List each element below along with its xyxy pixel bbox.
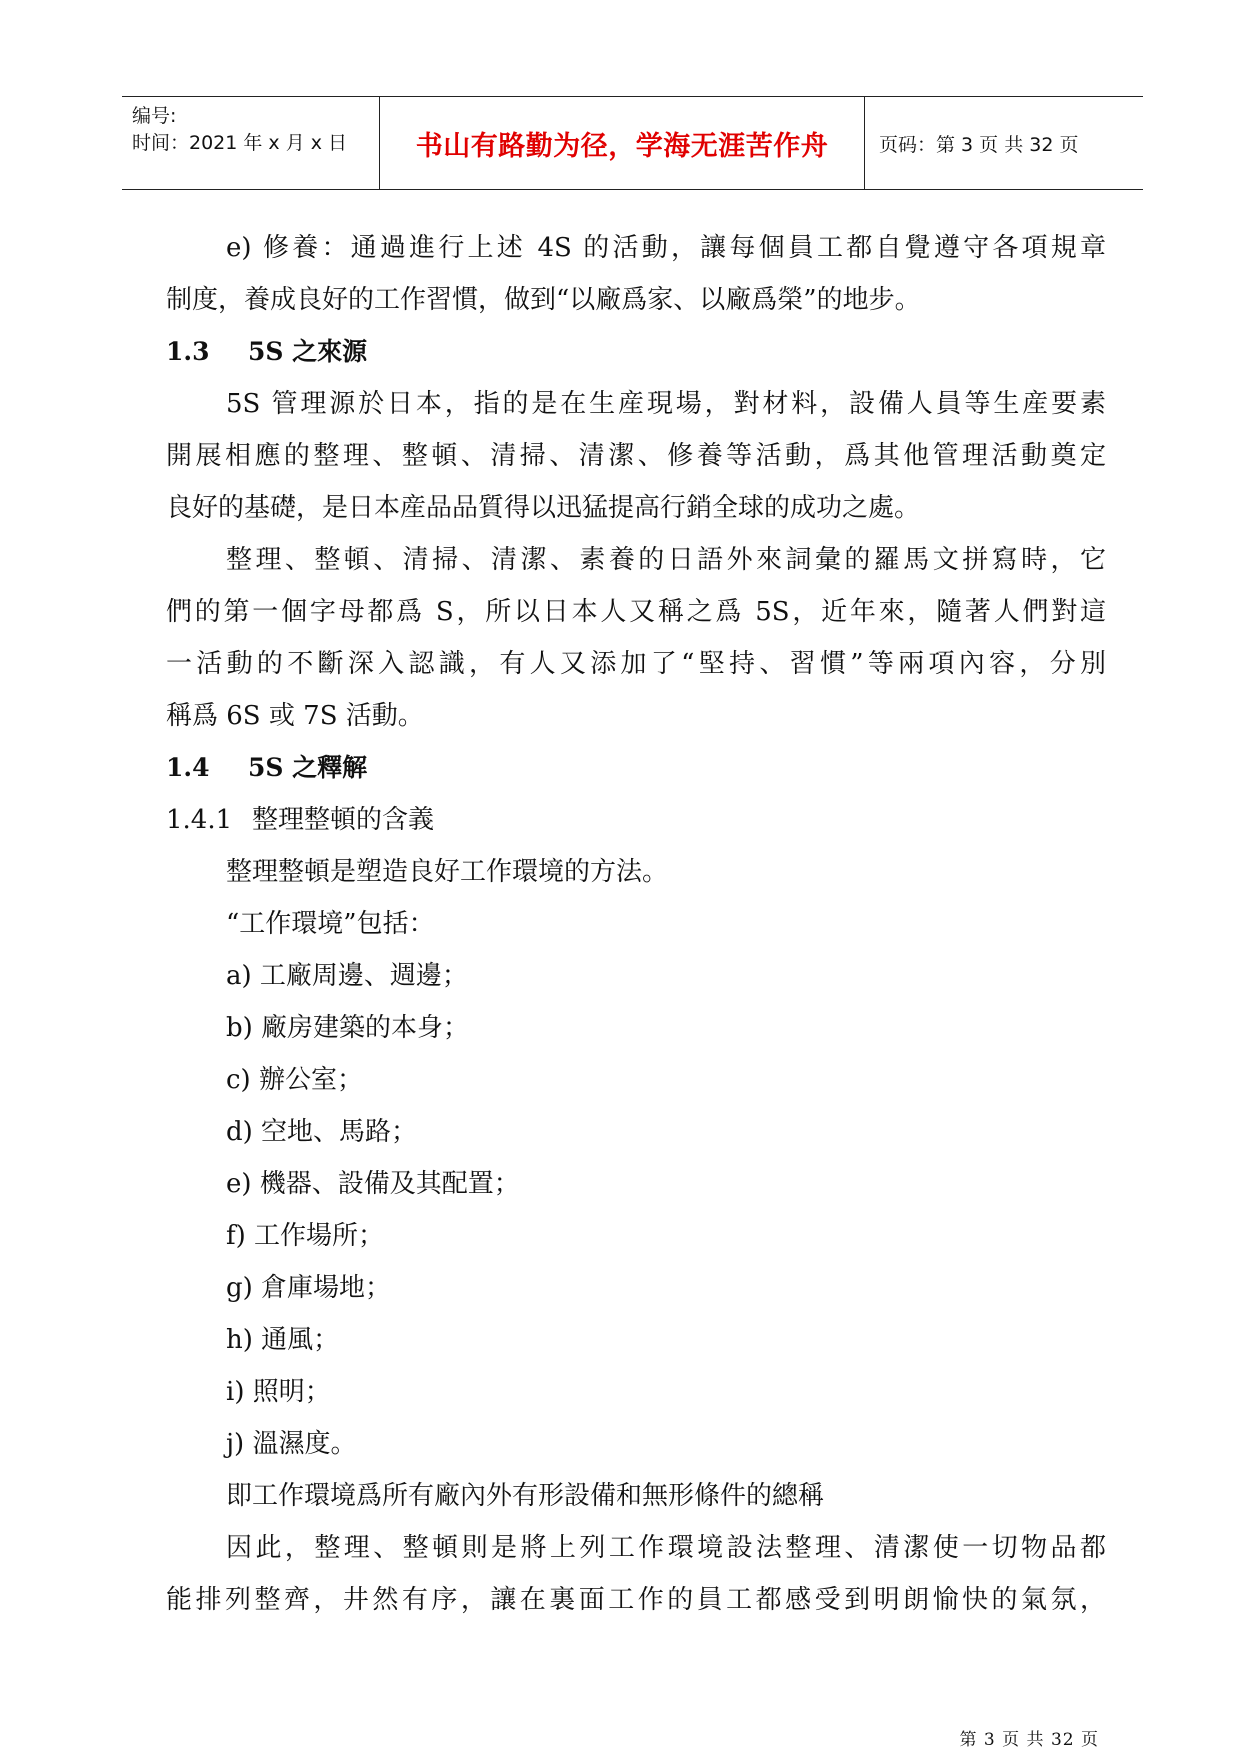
summary-line: 即工作環境爲所有廠內外有形設備和無形條件的總稱 — [226, 1481, 825, 1511]
section-number: 1.4 — [166, 753, 210, 782]
list-item: f) 工作場所； — [226, 1221, 385, 1251]
definition-line: 整理整頓是塑造良好工作環境的方法。 — [226, 857, 669, 887]
list-item: d) 空地、馬路； — [226, 1117, 418, 1147]
header-motto: 书山有路勤为径，学海无涯苦作舟 — [380, 97, 865, 189]
list-item: h) 通風； — [226, 1325, 340, 1355]
romaji-paragraph-line: 一活動的不斷深入認識，有人又添加了“堅持、習慣”等兩項內容，分別 — [166, 649, 1106, 679]
includes-line: “工作環境”包括： — [226, 909, 435, 939]
list-item: i) 照明； — [226, 1377, 331, 1407]
romaji-paragraph-line: 整理、整頓、清掃、清潔、素養的日語外來詞彙的羅馬文拼寫時，它 — [226, 545, 1106, 575]
list-item: j) 溫濕度。 — [226, 1429, 357, 1459]
list-item: a) 工廠周邊、週邊； — [226, 961, 468, 991]
subsection-number: 1.4.1 — [166, 805, 233, 835]
section-number: 1.3 — [166, 337, 210, 366]
list-item: e) 機器、設備及其配置； — [226, 1169, 520, 1199]
origin-paragraph-line: 開展相應的整理、整頓、清掃、清潔、修養等活動，爲其他管理活動奠定 — [166, 441, 1106, 471]
header-number-label: 编号: — [132, 105, 177, 127]
document-header — [122, 96, 1143, 190]
list-item: b) 廠房建築的本身； — [226, 1013, 470, 1043]
header-time-label: 时间：2021 年 x 月 x 日 — [132, 132, 348, 154]
section-title: 5S 之釋解 — [248, 753, 368, 782]
document-body — [166, 222, 1106, 1626]
paragraph-e-line: e) 修養：通過進行上述 4S 的活動，讓每個員工都自覺遵守各項規章 — [226, 233, 1106, 263]
origin-paragraph-line: 5S 管理源於日本，指的是在生産現場，對材料，設備人員等生産要素 — [226, 389, 1106, 419]
final-paragraph-line: 能排列整齊，井然有序，讓在裏面工作的員工都感受到明朗愉快的氣氛， — [166, 1585, 1106, 1615]
section-title: 5S 之來源 — [248, 337, 368, 366]
subsection-title: 整理整頓的含義 — [252, 805, 435, 835]
header-meta-cell — [122, 97, 380, 189]
subsection-heading-1-4-1 — [166, 794, 1106, 846]
section-heading-1-3 — [166, 326, 1106, 378]
list-item: c) 辦公室； — [226, 1065, 363, 1095]
paragraph-e-line: 制度，養成良好的工作習慣，做到“以廠爲家、以廠爲榮”的地步。 — [166, 285, 921, 315]
list-item: g) 倉庫場地； — [226, 1273, 392, 1303]
header-page-info: 页码：第 3 页 共 32 页 — [879, 133, 1079, 156]
origin-paragraph-line: 良好的基礎，是日本産品品質得以迅猛提高行銷全球的成功之處。 — [166, 493, 921, 523]
section-heading-1-4 — [166, 742, 1106, 794]
romaji-paragraph-line: 稱爲 6S 或 7S 活動。 — [166, 701, 424, 731]
romaji-paragraph-line: 們的第一個字母都爲 S，所以日本人又稱之爲 5S，近年來，隨著人們對這 — [166, 597, 1106, 627]
final-paragraph-line: 因此，整理、整頓則是將上列工作環境設法整理、清潔使一切物品都 — [226, 1533, 1106, 1563]
page-footer: 第 3 页 共 32 页 — [959, 1730, 1099, 1750]
